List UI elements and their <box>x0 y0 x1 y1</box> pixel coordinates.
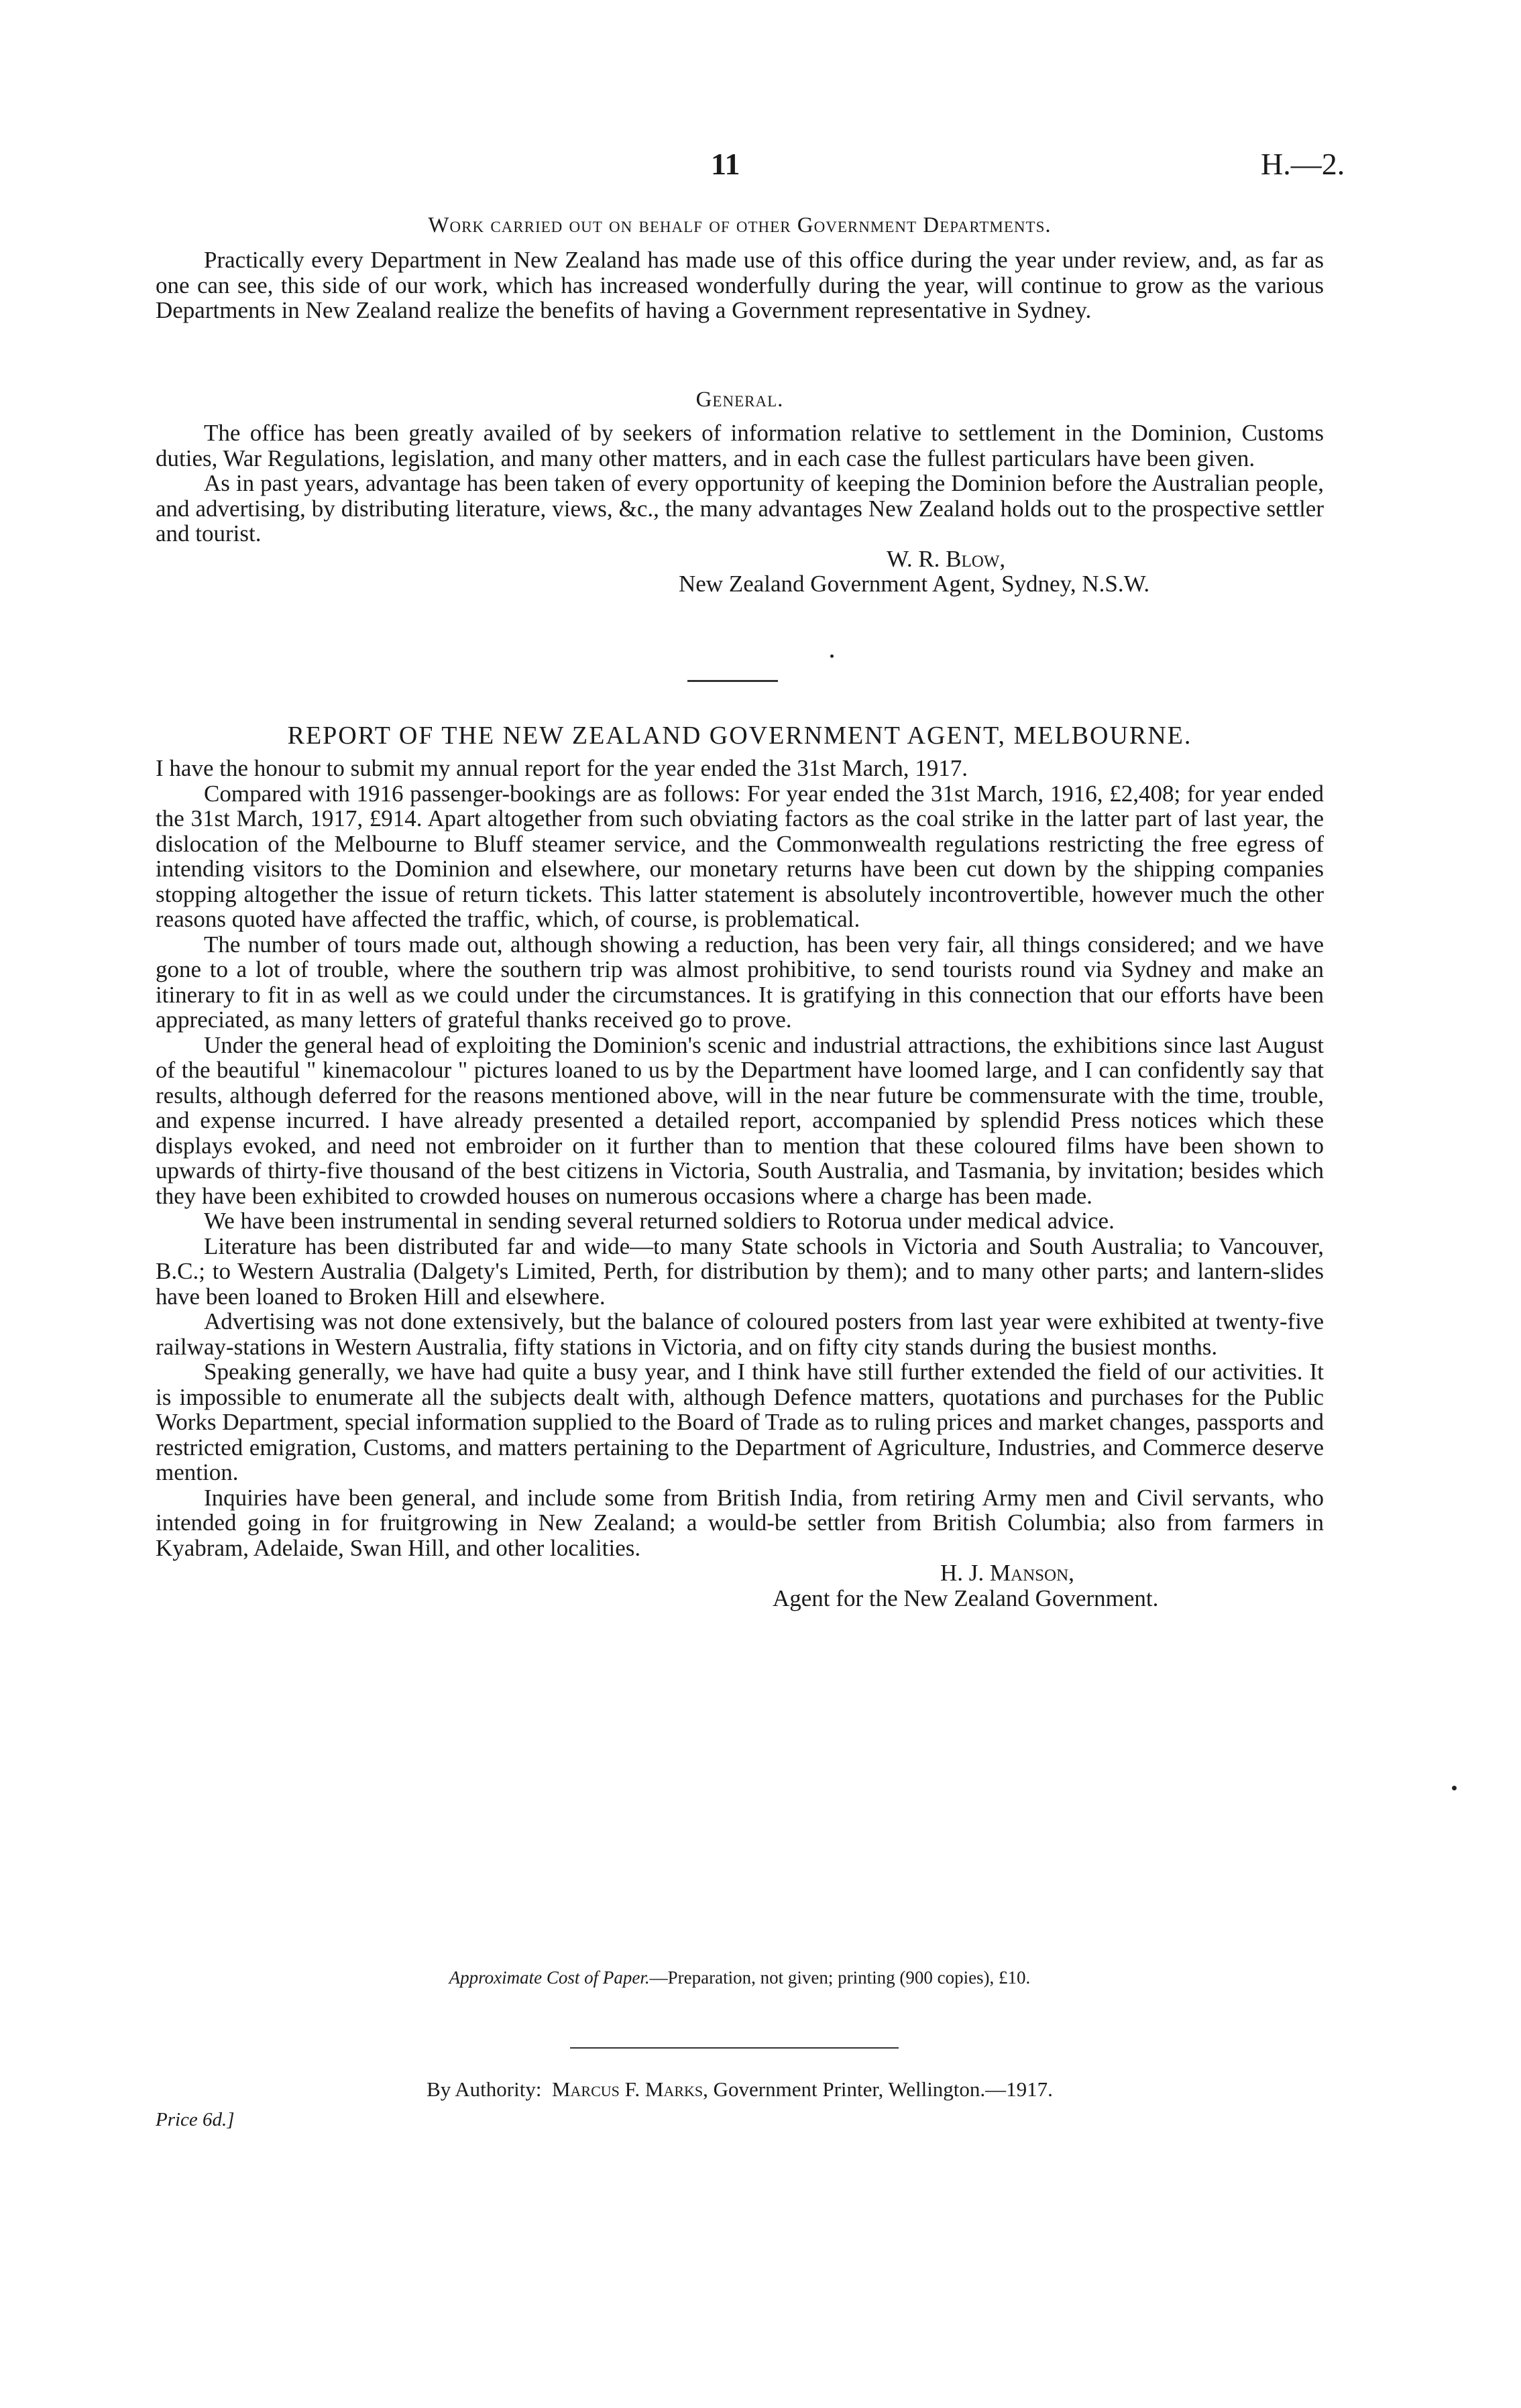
section-heading: Work carried out on behalf of other Government Departments. <box>428 213 1052 237</box>
printer-note <box>156 2077 1324 2102</box>
cost-label: Approximate Cost of Paper. <box>449 1967 650 1988</box>
paragraph: I have the honour to submit my annual report for the year ended the 31st March, 1917. <box>156 755 968 781</box>
paragraph: Under the general head of exploiting the Dominion's scenic and industrial attractions, the exhibitions since last August of the beautiful " kinemacolour " pictures loaned to us by the Department have loomed large, and I can confidently say that results, although deferred for the reasons mentioned above, will in the near future be commensurate with the time, trouble, and expense incurred. I have already presented a detailed report, accompanied by splendid Press notices which these displays evoked, and need not embroider on it further than to mention that these coloured films have been shown to upwards of thirty-five thousand of the best citizens in Victoria, South Australia, and Tasmania, by invitation; besides which they have been exhibited to crowded houses on numerous occasions where a charge has been made. <box>156 1031 1324 1209</box>
cost-note <box>156 1967 1324 1988</box>
section-melbourne-report <box>156 721 1324 1611</box>
paragraph: Literature has been distributed far and wide—to many State schools in Victoria and South Australia; to Vancouver, B.C.; to Western Australia (Dalgety's Limited, Perth, for distribution by them); and to many other parts; and lantern-slides have been loaned to Broken Hill and elsewhere. <box>156 1232 1324 1310</box>
section-other-departments <box>156 213 1324 323</box>
scan-speck <box>830 654 834 658</box>
signature-name: W. R. Blow, <box>887 545 1006 572</box>
signature-name: H. J. Manson, <box>940 1560 1074 1586</box>
authority-label: By Authority: <box>427 2077 542 2101</box>
paragraph: Inquiries have been general, and include some from British India, from retiring Army men and Civil servants, who intended going in for fruitgrowing in New Zealand; a would-be settler from British Columbia; also from farmers in Kyabram, Adelaide, Swan Hill, and other localities. <box>156 1484 1324 1561</box>
page-number: 11 <box>711 147 740 181</box>
footer-rule <box>570 2047 899 2049</box>
signature-title: New Zealand Government Agent, Sydney, N.S.W. <box>679 571 1150 597</box>
cost-line <box>156 1967 1324 1988</box>
signature-title: Agent for the New Zealand Government. <box>773 1585 1159 1611</box>
paragraph: Advertising was not done extensively, but the balance of coloured posters from last year were exhibited at twenty-five railway-stations in Western Australia, fifty stations in Victoria, and on fifty city stands during the busiest months. <box>156 1308 1324 1360</box>
printer-name: Marcus F. Marks <box>551 2077 703 2101</box>
printer-line <box>156 2077 1324 2102</box>
paragraph: The office has been greatly availed of by seekers of information relative to settlement in the Dominion, Customs duties, War Regulations, legislation, and many other matters, and in each case the fullest particulars have been given. <box>156 420 1324 471</box>
paragraph: Practically every Department in New Zealand has made use of this office during the year under review, and, as far as one can see, this side of our work, which has increased wonderfully during the year, will continue to grow as the various Departments in New Zealand realize the benefits of having a Government representative in Sydney. <box>156 247 1324 323</box>
scan-speck <box>1452 1786 1457 1790</box>
paragraph: We have been instrumental in sending several returned soldiers to Rotorua under medical advice. <box>204 1208 1115 1234</box>
paragraph: Speaking generally, we have had quite a busy year, and I think have still further extended the field of our activities. It is impossible to enumerate all the subjects dealt with, although Defence matters, quotations and purchases for the Public Works Department, special information supplied to the Board of Trade as to ruling prices and market changes, passports and restricted emigration, Customs, and matters pertaining to the Department of Agriculture, Industries, and Commerce deserve mention. <box>156 1359 1324 1485</box>
divider-rule <box>687 680 778 682</box>
price: Price 6d.] <box>156 2109 235 2130</box>
report-title: REPORT OF THE NEW ZEALAND GOVERNMENT AGENT, MELBOURNE. <box>287 722 1192 750</box>
paragraph: As in past years, advantage has been taken of every opportunity of keeping the Dominion before the Australian people, and advertising, by distributing literature, views, &c., the many advantages New Zealand holds out to the prospective settler and tourist. <box>156 470 1324 547</box>
document-code: H.—2. <box>1261 147 1345 181</box>
cost-text: —Preparation, not given; printing (900 copies), £10. <box>649 1967 1031 1988</box>
paragraph: The number of tours made out, although showing a reduction, has been very fair, all things considered; and we have gone to a lot of trouble, where the southern trip was almost prohibitive, to send tourists round via Sydney and make an itinerary to fit in as well as we could under the circumstances. It is gratifying in this connection that our efforts have been appreciated, as many letters of grateful thanks received go to prove. <box>156 931 1324 1033</box>
section-general <box>156 388 1324 597</box>
section-heading: General. <box>695 388 784 412</box>
printer-rest: , Government Printer, Wellington.—1917. <box>703 2077 1053 2101</box>
paragraph: Compared with 1916 passenger-bookings are as follows: For year ended the 31st March, 1916, £2,408; for year ended the 31st March, 1917, £914. Apart altogether from such obviating factors as the coal strike in the latter part of last year, the dislocation of the Melbourne to Bluff steamer service, and the Commonwealth regulations restricting the free egress of intending visitors to the Dominion and elsewhere, our monetary returns have been cut down by the shipping companies stopping altogether the issue of return tickets. This latter statement is absolutely incontrovertible, however much the other reasons quoted have affected the traffic, which, of course, is problematical. <box>156 780 1324 932</box>
